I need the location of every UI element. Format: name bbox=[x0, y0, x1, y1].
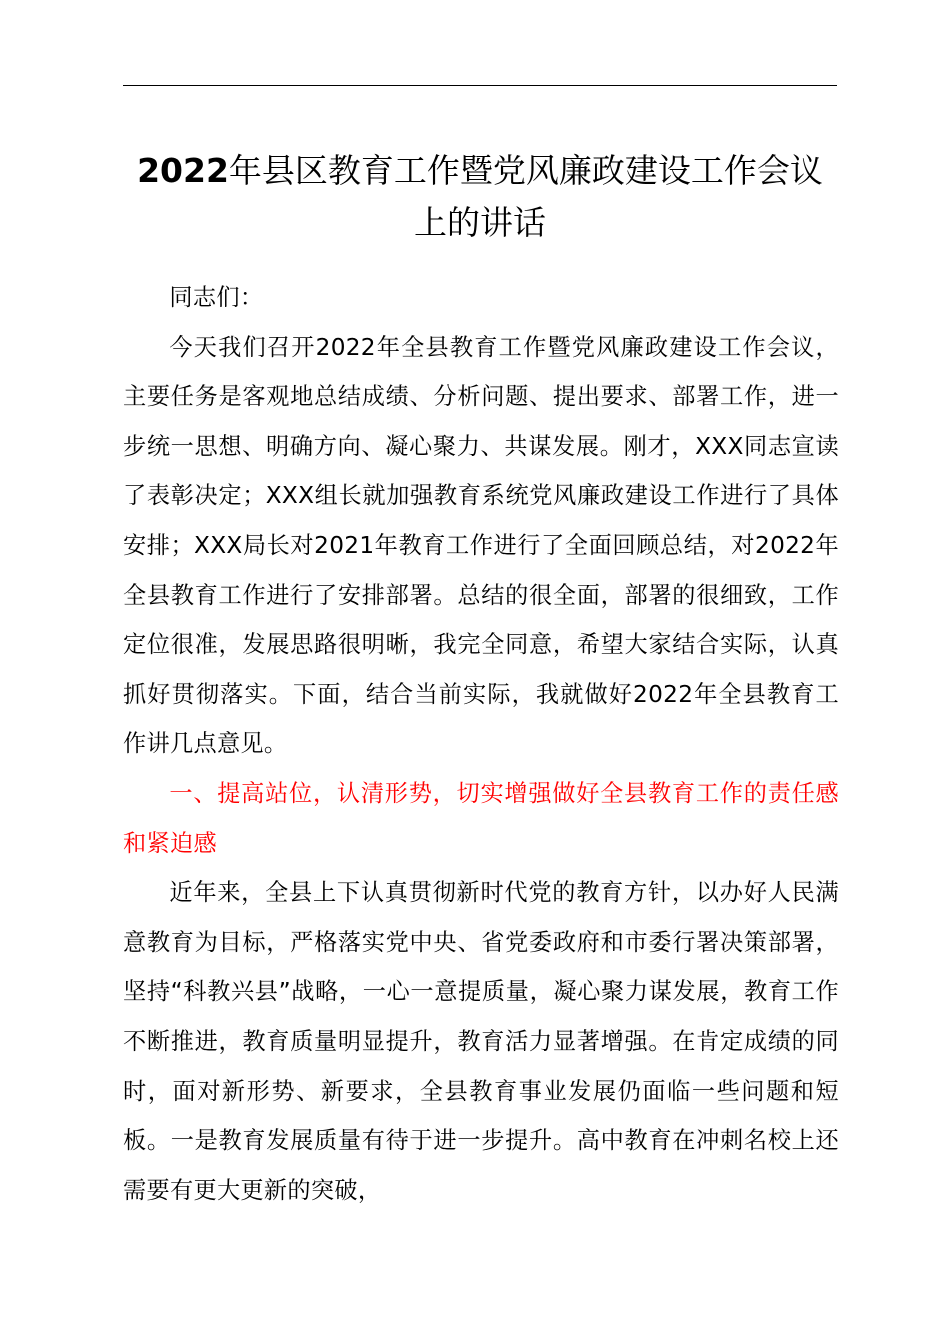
title-text: 年县区教育工作暨党风廉政建设工作会议上的讲话 bbox=[228, 151, 823, 242]
section-heading-1: 一、提高站位，认清形势，切实增强做好全县教育工作的责任感和紧迫感 bbox=[123, 779, 839, 857]
document-body bbox=[123, 273, 839, 1215]
header-rule bbox=[123, 85, 837, 86]
paragraph-intro: 今天我们召开2022年全县教育工作暨党风廉政建设工作会议，主要任务是客观地总结成绩、分析问题、提出要求、部署工作，进一步统一思想、明确方向、凝心聚力、共谋发展。刚才，XXX同志宣读了表彰决定；XXX组长就加强教育系统党风廉政建设工作进行了具体安排；XXX局长对2021年教育工作进行了全面回顾总结，对2022年全县教育工作进行了安排部署。总结的很全面，部署的很细致，工作定位很准，发展思路很明晰，我完全同意，希望大家结合实际，认真抓好贯彻落实。下面，结合当前实际，我就做好2022年全县教育工作讲几点意见。 bbox=[123, 333, 839, 758]
salutation: 同志们： bbox=[169, 284, 264, 311]
title-year: 2022 bbox=[137, 151, 229, 190]
paragraph-section-1: 近年来，全县上下认真贯彻新时代党的教育方针，以办好人民满意教育为目标，严格落实党中央、省党委政府和市委行署决策部署，坚持“科教兴县”战略，一心一意提质量，凝心聚力谋发展，教育工作不断推进，教育质量明显提升，教育活力显著增强。在肯定成绩的同时，面对新形势、新要求，全县教育事业发展仍面临一些问题和短板。一是教育发展质量有待于进一步提升。高中教育在冲刺名校上还需要有更大更新的突破， bbox=[123, 879, 839, 1204]
document-title bbox=[123, 145, 837, 249]
